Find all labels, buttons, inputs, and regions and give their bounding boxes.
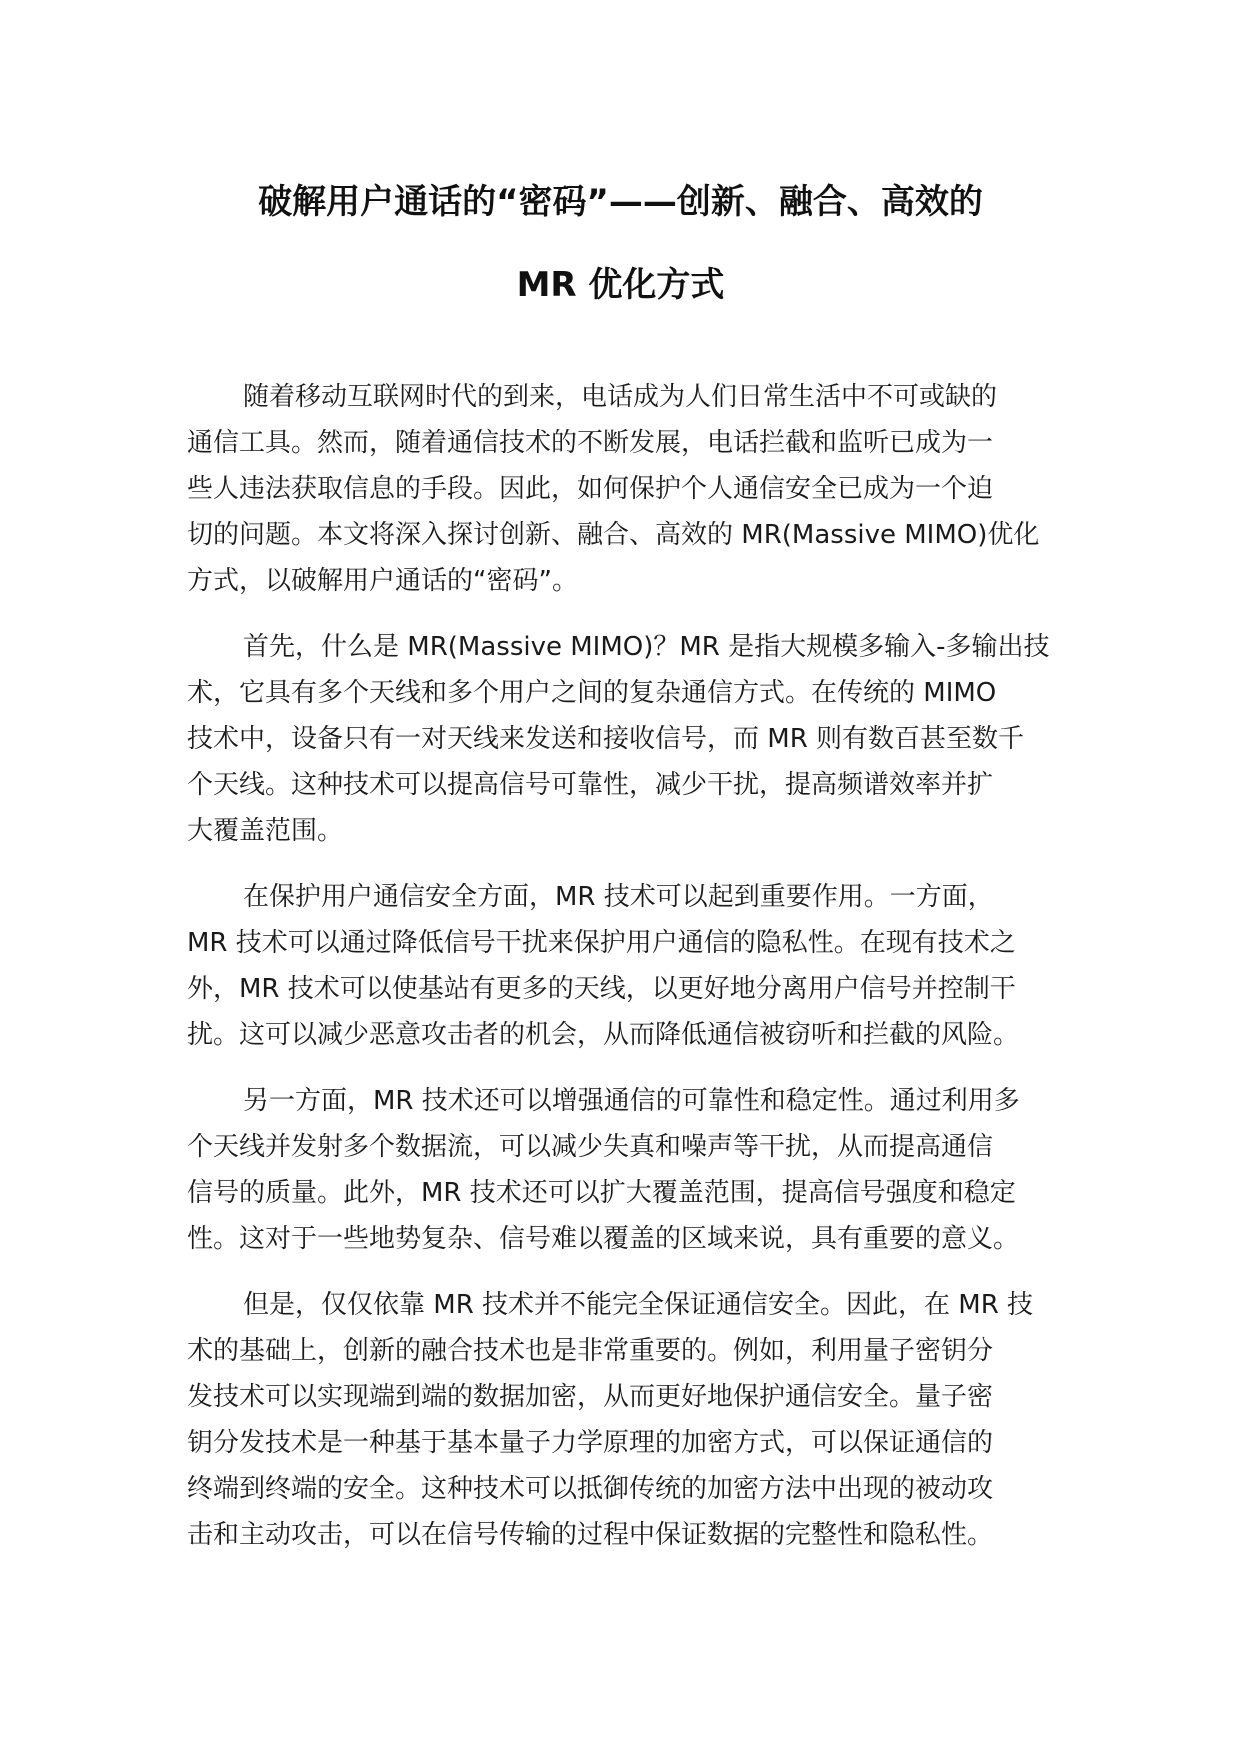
paragraph-line: 通信工具。然而，随着通信技术的不断发展，电话拦截和监听已成为一 xyxy=(187,428,994,458)
paragraph-line: 术的基础上，创新的融合技术也是非常重要的。例如，利用量子密钥分 xyxy=(187,1336,994,1366)
paragraph-line: 发技术可以实现端到端的数据加密，从而更好地保护通信安全。量子密 xyxy=(187,1382,994,1412)
paragraph-line: 个天线并发射多个数据流，可以减少失真和噪声等干扰，从而提高通信 xyxy=(187,1132,994,1162)
paragraph-4 xyxy=(187,1078,1067,1262)
paragraph-line: 术，它具有多个天线和多个用户之间的复杂通信方式。在传统的 MIMO xyxy=(187,678,997,708)
paragraph-line: 技术中，设备只有一对天线来发送和接收信号，而 MR 则有数百甚至数千 xyxy=(187,724,1025,754)
paragraph-line: 性。这对于一些地势复杂、信号难以覆盖的区域来说，具有重要的意义。 xyxy=(187,1224,1020,1254)
paragraph-line: 钥分发技术是一种基于基本量子力学原理的加密方式，可以保证通信的 xyxy=(187,1428,994,1458)
paragraph-line: MR 技术可以通过降低信号干扰来保护用户通信的隐私性。在现有技术之 xyxy=(187,928,1016,958)
paragraph-line: 另一方面，MR 技术还可以增强通信的可靠性和稳定性。通过利用多 xyxy=(243,1086,1020,1116)
paragraph-line: 个天线。这种技术可以提高信号可靠性，减少干扰，提高频谱效率并扩 xyxy=(187,770,994,800)
paragraph-line: 随着移动互联网时代的到来，电话成为人们日常生活中不可或缺的 xyxy=(243,382,998,412)
paragraph-line: 终端到终端的安全。这种技术可以抵御传统的加密方法中出现的被动攻 xyxy=(187,1474,994,1504)
paragraph-line: 大覆盖范围。 xyxy=(187,816,344,846)
paragraph-line: 信号的质量。此外，MR 技术还可以扩大覆盖范围，提高信号强度和稳定 xyxy=(187,1178,1016,1208)
paragraph-line: 首先，什么是 MR(Massive MIMO)？MR 是指大规模多输入-多输出技 xyxy=(243,632,1050,662)
paragraph-line: 外，MR 技术可以使基站有更多的天线，以更好地分离用户信号并控制干 xyxy=(187,974,1016,1004)
paragraph-line: 些人违法获取信息的手段。因此，如何保护个人通信安全已成为一个迫 xyxy=(187,474,994,504)
paragraph-2 xyxy=(187,624,1067,854)
document-title-line-2: MR 优化方式 xyxy=(516,265,725,305)
paragraph-line: 扰。这可以减少恶意攻击者的机会，从而降低通信被窃听和拦截的风险。 xyxy=(187,1020,1020,1050)
paragraph-line: 方式，以破解用户通话的“密码”。 xyxy=(187,566,578,596)
paragraph-1 xyxy=(187,374,1067,604)
paragraph-5 xyxy=(187,1282,1067,1558)
paragraph-line: 击和主动攻击，可以在信号传输的过程中保证数据的完整性和隐私性。 xyxy=(187,1520,994,1550)
paragraph-line: 但是，仅仅依靠 MR 技术并不能完全保证通信安全。因此，在 MR 技 xyxy=(243,1290,1034,1320)
paragraph-line: 在保护用户通信安全方面，MR 技术可以起到重要作用。一方面， xyxy=(243,882,994,912)
paragraph-line: 切的问题。本文将深入探讨创新、融合、高效的 MR(Massive MIMO)优化 xyxy=(187,520,1040,550)
paragraph-3 xyxy=(187,874,1067,1058)
document-title-line-1: 破解用户通话的“密码”——创新、融合、高效的 xyxy=(258,182,983,222)
